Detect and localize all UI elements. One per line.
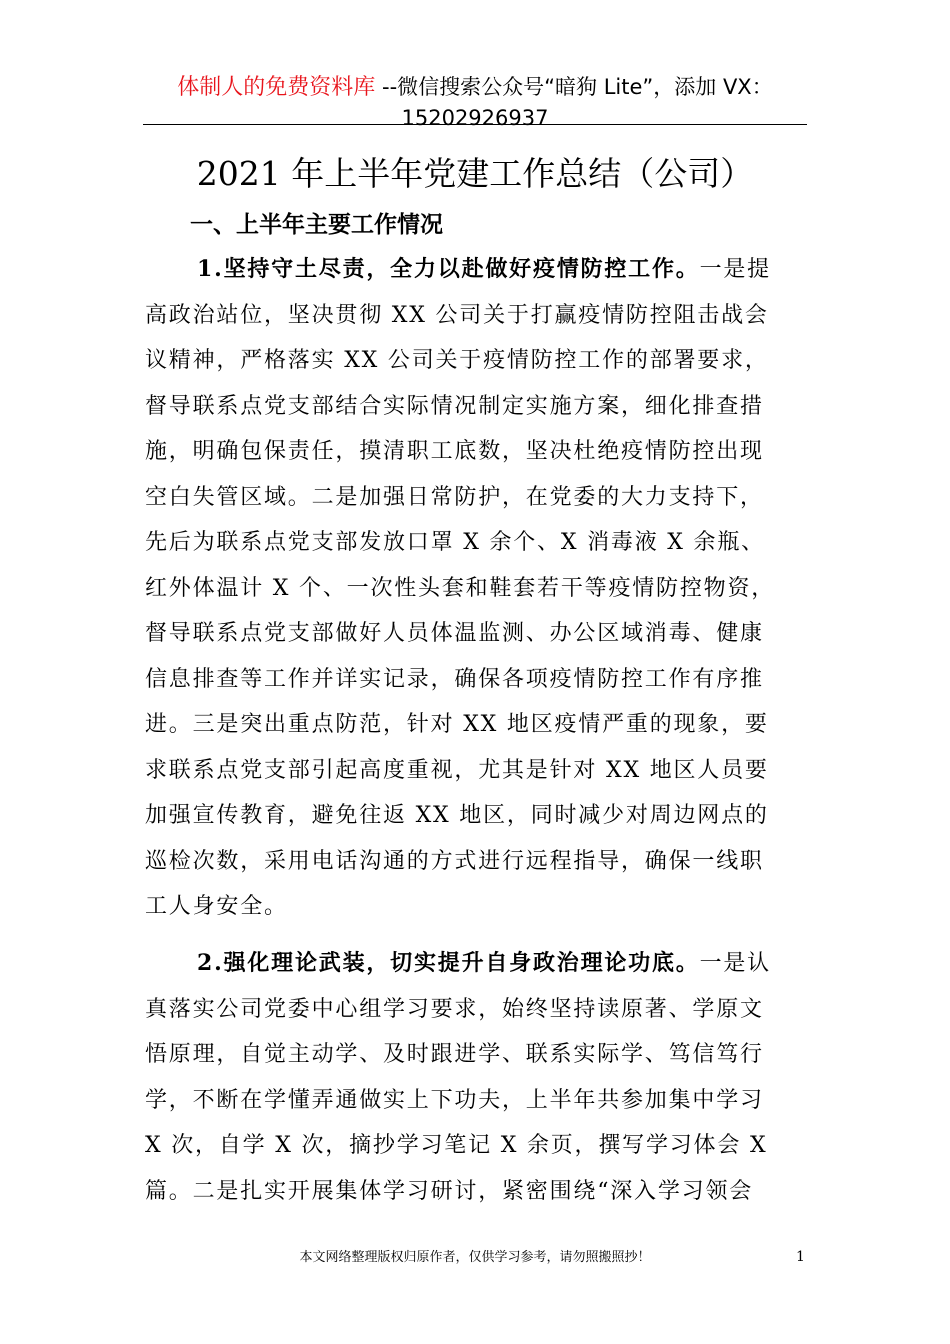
paragraph-line: 学，不断在学懂弄通做实上下功夫，上半年共参加集中学习 <box>145 1087 764 1113</box>
footer-notice: 本文网络整理版权归原作者，仅供学习参考，请勿照搬照抄！ <box>299 1250 651 1265</box>
paragraph-line: 督导联系点党支部做好人员体温监测、办公区域消毒、健康 <box>145 621 764 646</box>
header-brand: 体制人的免费资料库 <box>177 75 376 100</box>
header-line-1 <box>0 72 950 103</box>
paragraph-2-lead: 2.强化理论武装，切实提升自身政治理论功底。 <box>197 950 700 976</box>
paragraph-line: 督导联系点党支部结合实际情况制定实施方案，细化排查措 <box>145 393 764 419</box>
paragraph-line: 高政治站位，坚决贯彻 XX 公司关于打赢疫情防控阻击战会 <box>145 302 769 328</box>
paragraph-line: 红外体温计 X 个、一次性头套和鞋套若干等疫情防控物资， <box>145 575 776 601</box>
document-title: 2021 年上半年党建工作总结（公司） <box>196 154 754 193</box>
paragraph-line: 加强宣传教育，避免往返 XX 地区，同时减少对周边网点的 <box>145 803 769 828</box>
page-number: 1 <box>796 1249 805 1265</box>
paragraph-1-first-line <box>145 247 825 293</box>
paragraph-line: 议精神，严格落实 XX 公司关于疫情防控工作的部署要求， <box>145 348 769 373</box>
header-phone: 15202926937 <box>401 106 549 130</box>
section-heading: 一、上半年主要工作情况 <box>190 212 443 238</box>
header-contact-text: --微信搜索公众号“暗狗 Lite”，添加 VX： <box>375 75 773 99</box>
paragraph-line: 工人身安全。 <box>145 894 288 919</box>
paragraph-line: 空白失管区域。二是加强日常防护，在党委的大力支持下， <box>145 484 764 510</box>
paragraph-line: 真落实公司党委中心组学习要求，始终坚持读原著、学原文 <box>145 996 764 1022</box>
paragraph-line: 施，明确包保责任，摸清职工底数，坚决杜绝疫情防控出现 <box>145 439 764 464</box>
paragraph-line: 先后为联系点党支部发放口罩 X 余个、X 消毒液 X 余瓶、 <box>145 530 765 555</box>
paragraph-line: 悟原理，自觉主动学、及时跟进学、联系实际学、笃信笃行 <box>145 1042 764 1067</box>
paragraph-2-first-line-rest: 一是认 <box>699 951 771 976</box>
paragraph-line: 进。三是突出重点防范，针对 XX 地区疫情严重的现象，要 <box>145 712 769 737</box>
paragraph-1-lead: 1.坚持守土尽责，全力以赴做好疫情防控工作。 <box>197 256 700 282</box>
paragraph-line: 信息排查等工作并详实记录，确保各项疫情防控工作有序推 <box>145 666 764 692</box>
paragraph-line: 求联系点党支部引起高度重视，尤其是针对 XX 地区人员要 <box>145 757 769 783</box>
header-divider <box>143 124 807 125</box>
paragraph-1 <box>145 247 825 930</box>
paragraph-1-first-line-rest: 一是提 <box>699 257 771 282</box>
paragraph-2-first-line <box>145 941 825 987</box>
paragraph-2 <box>145 941 825 1214</box>
paragraph-line: 篇。二是扎实开展集体学习研讨，紧密围绕“深入学习领会 <box>145 1178 754 1204</box>
paragraph-line: 巡检次数，采用电话沟通的方式进行远程指导，确保一线职 <box>145 848 764 874</box>
paragraph-line: X 次，自学 X 次，摘抄学习笔记 X 余页，撰写学习体会 X <box>145 1133 768 1158</box>
